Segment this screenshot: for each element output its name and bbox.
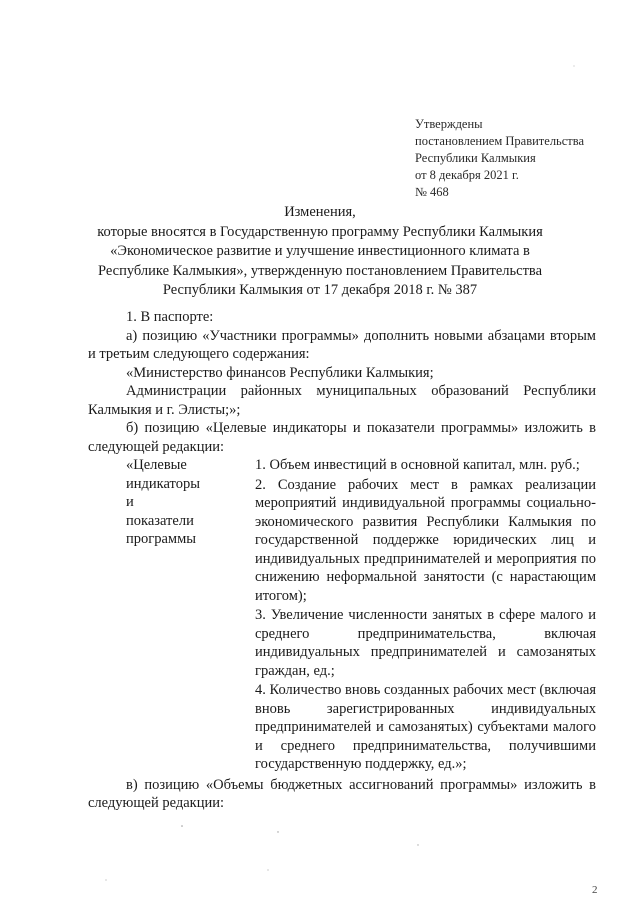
indicator-item: 3. Увеличение численности занятых в сфере малого и среднего предпринимательства, включая индивидуальных предпринимателей и самозанятых граждан, ед.; xyxy=(255,607,596,679)
approval-line: Республики Калмыкия xyxy=(415,151,536,165)
indicator-item: 1. Объем инвестиций в основной капитал, млн. руб.; xyxy=(255,457,580,473)
heading-line: программы xyxy=(126,531,196,547)
page-number: 2 xyxy=(592,884,598,896)
paragraph-passport: 1. В паспорте: xyxy=(126,309,214,325)
title-line: «Экономическое развитие и улучшение инвестиционного климата в xyxy=(110,243,530,259)
approval-line: № 468 xyxy=(415,185,449,199)
approval-line: постановлением Правительства xyxy=(415,134,585,148)
approval-line: от 8 декабря 2021 г. xyxy=(415,168,519,182)
approval-line: Утверждены xyxy=(415,117,483,131)
paragraph-administrations: Администрации районных муниципальных образований Республики Калмыкия и г. Элисты;»; xyxy=(88,383,596,418)
heading-line: и xyxy=(126,494,134,510)
paragraph-b: б) позицию «Целевые индикаторы и показатели программы» изложить в следующей редакции: xyxy=(88,420,596,455)
indicator-item: 2. Создание рабочих мест в рамках реализации мероприятий индивидуальной программы социально-экономического развития Республики Калмыкия по государственной поддержке юридических лиц и индивидуальных предпринимателей и мероприятия по снижению неформальной занятости (с нарастающим итогом); xyxy=(255,476,596,604)
title-line: Изменения, xyxy=(284,204,356,220)
title-line: которые вносятся в Государственную программу Республики Калмыкия xyxy=(97,223,543,240)
paragraph-ministry: «Министерство финансов Республики Калмыкия; xyxy=(126,364,434,381)
heading-line: «Целевые xyxy=(126,457,187,473)
heading-line: индикаторы xyxy=(126,475,200,492)
paragraph-a: а) позицию «Участники программы» дополнить новыми абзацами вторым и третьим следующего содержания: xyxy=(88,327,596,362)
title-line: Республике Калмыкия», утвержденную постановлением Правительства xyxy=(97,262,543,279)
paragraph-c: в) позицию «Объемы бюджетных ассигнований программы» изложить в следующей редакции: xyxy=(88,776,596,811)
title-line: Республики Калмыкия от 17 декабря 2018 г. № 387 xyxy=(162,282,478,298)
indicator-item: 4. Количество вновь созданных рабочих мест (включая вновь зарегистрированных индивидуальных предпринимателей и самозанятых) субъектами малого и среднего предпринимательства, получившими государственную поддержку, ед.»; xyxy=(255,682,596,772)
heading-line: показатели xyxy=(126,512,194,529)
